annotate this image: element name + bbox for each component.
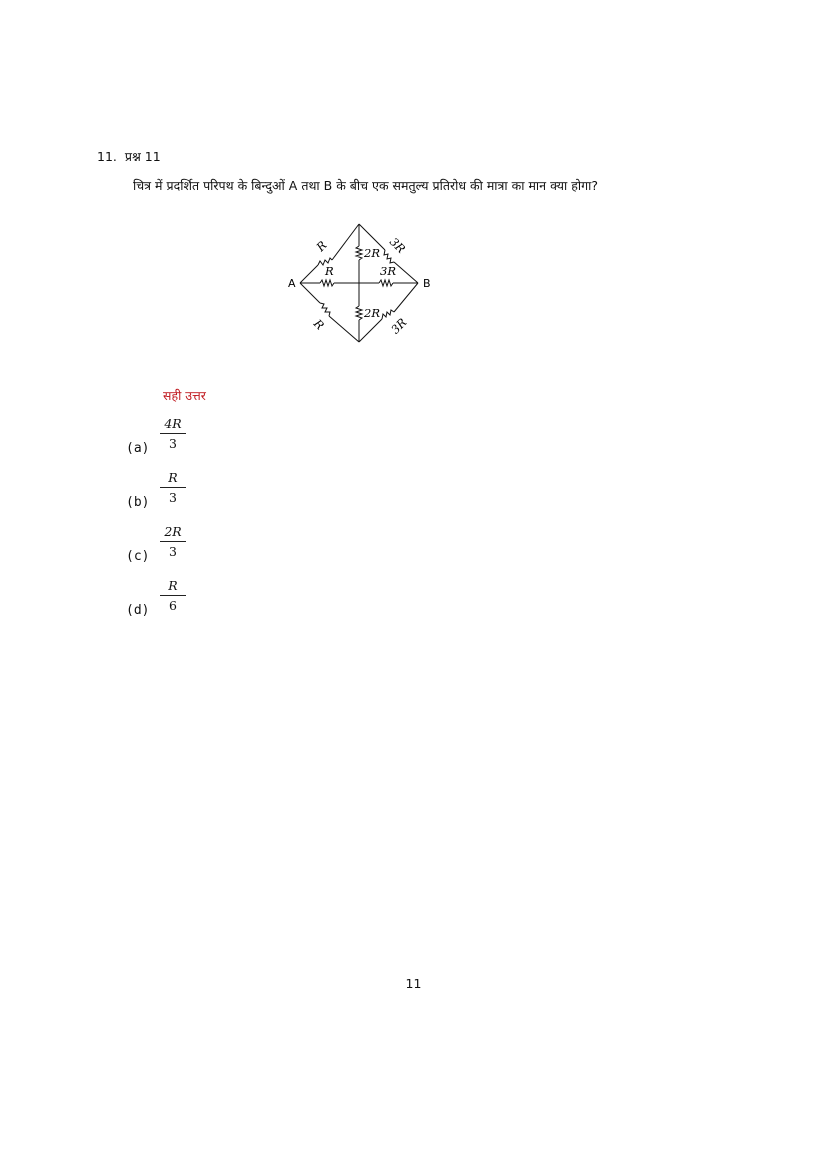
option-a-fraction [160, 416, 186, 451]
question-title: प्रश्न 11 [124, 149, 161, 164]
option-d-label: (d) [126, 603, 150, 618]
wire [332, 224, 359, 260]
circuit-diagram [280, 222, 440, 347]
label-mid-right: 3R [380, 264, 396, 278]
resistor-mid-right [379, 280, 393, 286]
option-a-denominator: 3 [169, 436, 177, 451]
resistor-vert-bottom [356, 306, 362, 320]
option-c-fraction [160, 524, 186, 559]
wire [329, 316, 359, 342]
question-text: चित्र में प्रदर्शित परिपथ के बिन्दुओं A तथा B के बीच एक समतुल्य प्रतिरोध की मात्रा का मान क्या होगा? [133, 178, 599, 193]
label-top-left: R [313, 238, 330, 255]
resistor-mid-left [320, 280, 334, 286]
label-top-right: 3R [386, 234, 409, 256]
wire [394, 262, 418, 283]
label-bottom-left: R [310, 316, 327, 333]
resistor-top-right [384, 250, 394, 263]
option-b-numerator: R [160, 470, 186, 488]
label-mid-left: R [325, 264, 334, 278]
label-bottom-right: 3R [388, 315, 410, 337]
wire [300, 265, 318, 283]
resistor-vert-top [356, 246, 362, 260]
question-number: 11. [97, 149, 117, 164]
wire [394, 283, 418, 312]
option-c-label: (c) [126, 549, 150, 564]
resistor-bottom-right [382, 310, 394, 319]
option-b-denominator: 3 [169, 490, 177, 505]
page-number: 11 [405, 976, 422, 991]
wire [359, 319, 382, 342]
label-vert-top: 2R [364, 246, 380, 260]
node-b-label: B [423, 277, 431, 290]
option-c-numerator: 2R [160, 524, 186, 542]
resistor-bottom-left [320, 303, 330, 316]
option-d-fraction [160, 578, 186, 613]
question-header [97, 148, 161, 165]
option-d-denominator: 6 [169, 598, 177, 613]
option-d-numerator: R [160, 578, 186, 596]
option-b-label: (b) [126, 495, 150, 510]
option-b-fraction [160, 470, 186, 505]
option-a-numerator: 4R [160, 416, 186, 434]
label-vert-bottom: 2R [364, 306, 380, 320]
wire [300, 283, 320, 303]
option-a-label: (a) [126, 441, 150, 456]
option-c-denominator: 3 [169, 544, 177, 559]
correct-answer-label: सही उत्तर [163, 388, 206, 403]
node-a-label: A [288, 277, 296, 290]
